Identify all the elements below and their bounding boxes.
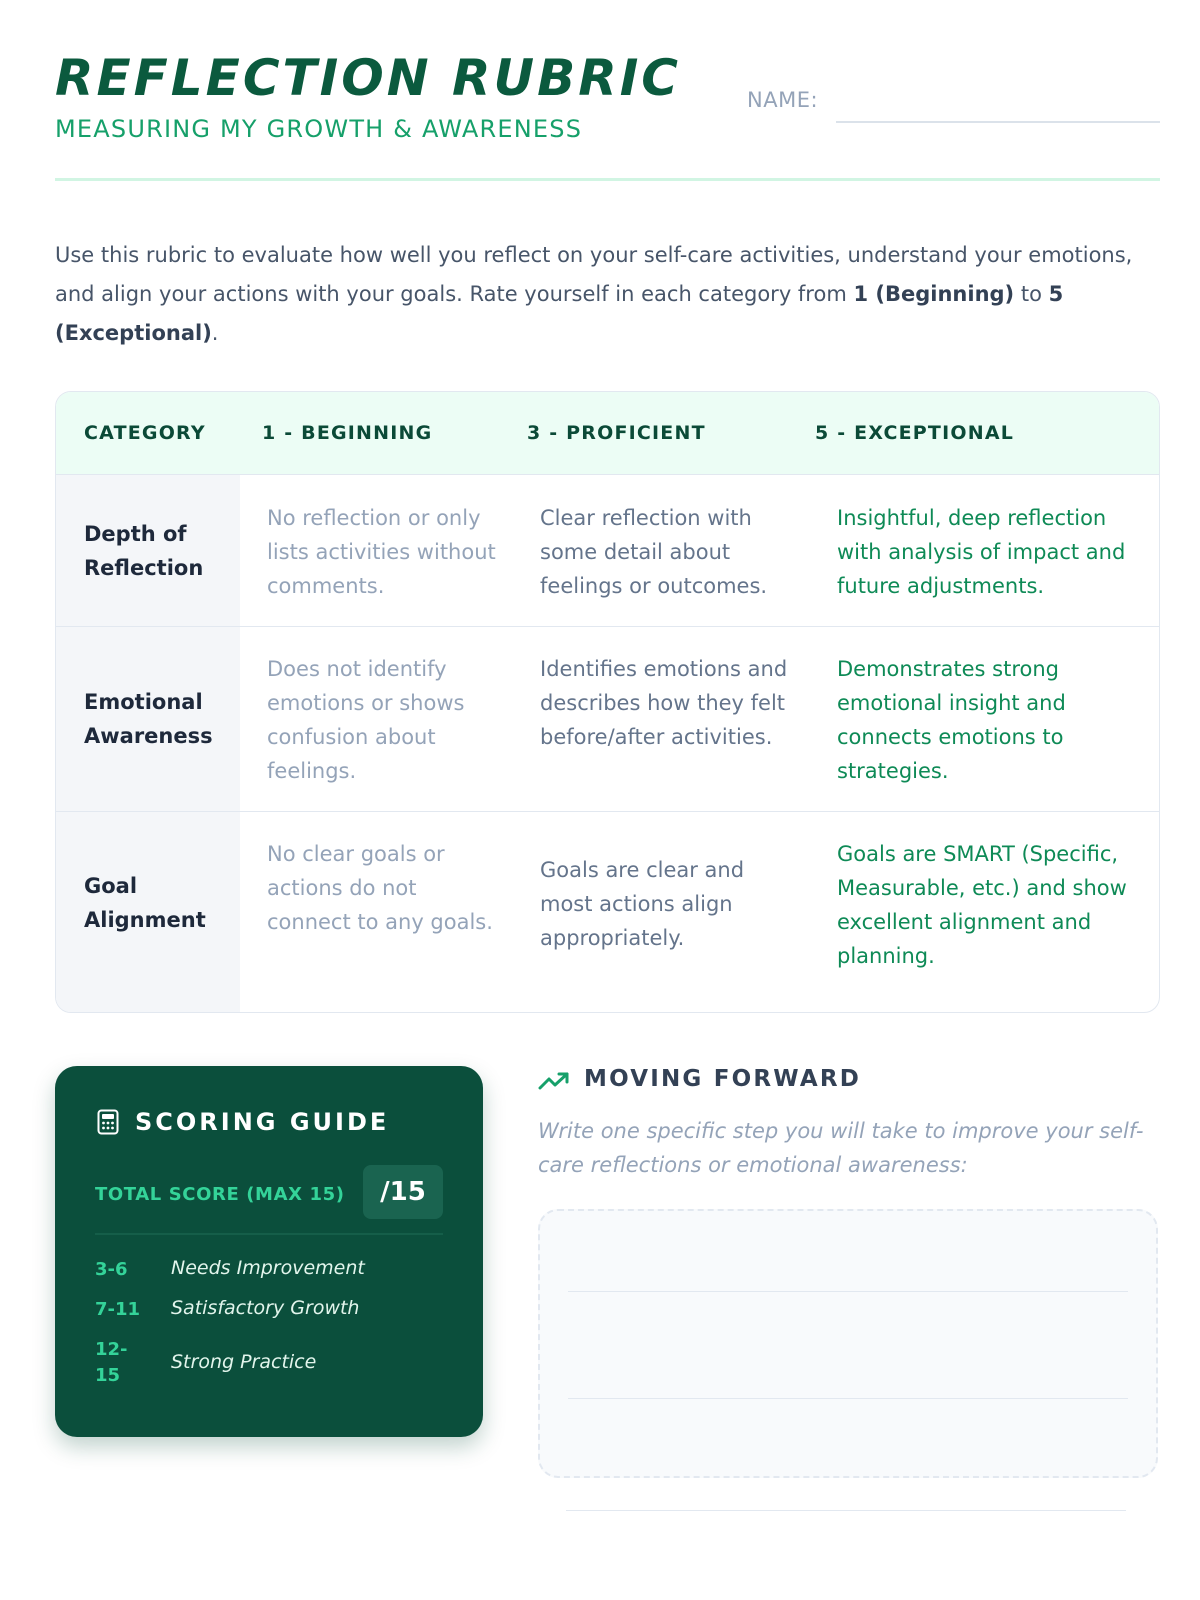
rubric-table [55,391,1160,1013]
rubric-row-goal [56,812,1159,1012]
header-beginning: 1 - BEGINNING [262,422,433,444]
proficient-cell: Clear reflection with some detail about feelings or outcomes. [540,506,768,598]
intro-text-3: . [211,321,219,345]
moving-forward-title: MOVING FORWARD [584,1066,862,1092]
category-label: Emotional Awareness [84,690,213,748]
rubric-row-emotional [56,627,1159,812]
category-label: Goal Alignment [84,874,206,932]
rubric-header-row [56,392,1159,475]
band-label: Strong Practice [171,1351,317,1373]
page-title: REFLECTION RUBRIC [55,49,681,107]
name-label: NAME: [747,88,819,112]
exceptional-cell: Insightful, deep reflection with analysis of impact and future adjustments. [837,506,1126,598]
total-score-field[interactable]: /15 [363,1165,443,1219]
band-label: Needs Improvement [171,1257,365,1279]
scoring-divider [95,1233,443,1235]
moving-forward-answer-box[interactable] [538,1209,1158,1478]
intro-text-2: to [1014,282,1049,306]
exceptional-cell: Demonstrates strong emotional insight and connects emotions to strategies. [837,657,1066,783]
exceptional-cell: Goals are SMART (Specific, Measurable, etc.) and show excellent alignment and planning. [837,842,1127,968]
intro-exceptional: 5 (Exceptional) [55,282,1064,345]
header-category: CATEGORY [84,422,206,444]
band-range: 3-6 [95,1259,128,1280]
proficient-cell: Identifies emotions and describes how they felt before/after activities. [540,657,788,749]
band-label: Satisfactory Growth [171,1297,360,1319]
rubric-row-depth [56,475,1159,627]
scoring-guide-title: SCORING GUIDE [135,1108,390,1136]
total-score-label: TOTAL SCORE (MAX 15) [95,1184,345,1205]
header-divider [55,178,1160,181]
beginning-cell: Does not identify emotions or shows confusion about feelings. [267,657,465,783]
band-range: 12-15 [95,1339,128,1386]
category-label: Depth of Reflection [84,522,204,580]
writing-line [568,1398,1128,1399]
scoring-guide-card [55,1066,483,1437]
trending-up-icon [538,1071,570,1091]
intro-text-1: Use this rubric to evaluate how well you reflect on your self-care activities, understand your emotions, and align your actions with your goals. Rate yourself in each category from [55,243,1133,306]
name-field[interactable] [836,121,1160,123]
header-exceptional: 5 - EXCEPTIONAL [815,422,1015,444]
beginning-cell: No clear goals or actions do not connect to any goals. [267,842,493,934]
intro-beginning: 1 (Beginning) [853,282,1015,306]
moving-forward-prompt: Write one specific step you will take to improve your self-care reflections or emotional awareness: [538,1119,1144,1177]
header-proficient: 3 - PROFICIENT [527,422,706,444]
proficient-cell: Goals are clear and most actions align appropriately. [540,858,745,950]
writing-line [568,1291,1128,1292]
beginning-cell: No reflection or only lists activities without comments. [267,506,496,598]
calculator-icon [97,1109,119,1135]
intro-paragraph [55,236,1160,353]
band-range: 7-11 [95,1299,141,1320]
writing-line [566,1510,1126,1511]
page-subtitle: MEASURING MY GROWTH & AWARENESS [55,115,583,143]
